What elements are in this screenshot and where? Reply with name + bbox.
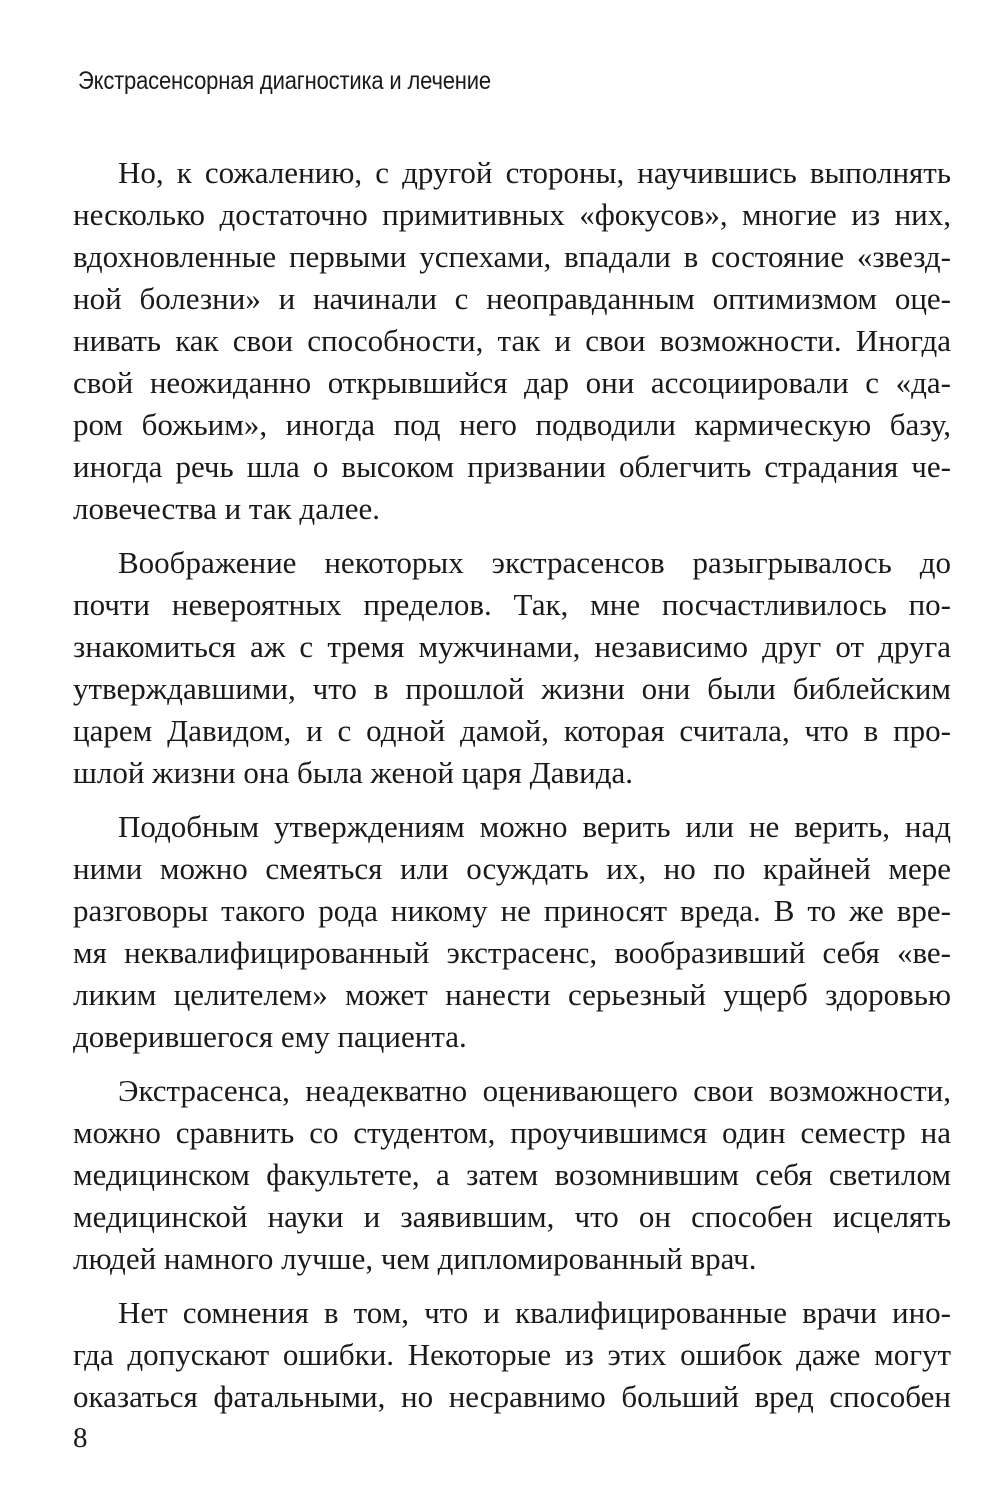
- running-head: Экстрасенсорная диагностика и лечение: [78, 67, 491, 95]
- text-line: шлой жизни она была женой царя Давида.: [73, 755, 634, 790]
- text-line: свой неожиданно открывшийся дар они ассоциировали с «да-: [73, 365, 951, 400]
- text-line: людей намного лучше, чем дипломированный врач.: [73, 1241, 757, 1276]
- text-line: нивать как свои способности, так и свои возможности. Иногда: [73, 323, 951, 358]
- text-line: мя неквалифицированный экстрасенс, вообразивший себя «ве-: [73, 935, 951, 970]
- text-line: доверившегося ему пациента.: [73, 1019, 467, 1054]
- text-line: ной болезни» и начинали с неоправданным оптимизмом оце-: [73, 281, 951, 316]
- paragraph: [73, 806, 951, 1058]
- text-line: вдохновленные первыми успехами, впадали в состояние «звезд-: [73, 239, 951, 274]
- text-line: Воображение некоторых экстрасенсов разыгрывалось до: [118, 545, 951, 580]
- text-line: Подобным утверждениям можно верить или не верить, над: [118, 809, 951, 844]
- text-line: Экстрасенса, неадекватно оценивающего свои возможности,: [118, 1073, 951, 1108]
- paragraph: [73, 152, 951, 530]
- text-line: почти невероятных пределов. Так, мне посчастливилось по-: [73, 587, 951, 622]
- text-line: медицинской науки и заявившим, что он способен исцелять: [73, 1199, 951, 1234]
- paragraph: [73, 1292, 951, 1418]
- text-line: несколько достаточно примитивных «фокусов», многие из них,: [73, 197, 951, 232]
- page-number: 8: [73, 1422, 88, 1454]
- text-line: Нет сомнения в том, что и квалифицированные врачи ино-: [118, 1295, 951, 1330]
- text-line: ловечества и так далее.: [73, 491, 380, 526]
- text-line: гда допускают ошибки. Некоторые из этих ошибок даже могут: [73, 1337, 951, 1372]
- text-line: медицинском факультете, а затем возомнившим себя светилом: [73, 1157, 951, 1192]
- text-line: царем Давидом, и с одной дамой, которая считала, что в про-: [73, 713, 951, 748]
- text-line: знакомиться аж с тремя мужчинами, независимо друг от друга: [73, 629, 951, 664]
- paragraph: [73, 1070, 951, 1280]
- text-line: оказаться фатальными, но несравнимо больший вред способен: [73, 1379, 951, 1414]
- text-line: Но, к сожалению, с другой стороны, научившись выполнять: [118, 155, 951, 190]
- text-line: ликим целителем» может нанести серьезный ущерб здоровью: [73, 977, 951, 1012]
- text-line: иногда речь шла о высоком призвании облегчить страдания че-: [73, 449, 951, 484]
- page-body: [73, 152, 951, 1418]
- text-line: разговоры такого рода никому не приносят вреда. В то же вре-: [73, 893, 951, 928]
- paragraph: [73, 542, 951, 794]
- text-line: ром божьим», иногда под него подводили кармическую базу,: [73, 407, 951, 442]
- text-line: утверждавшими, что в прошлой жизни они были библейским: [73, 671, 951, 706]
- text-line: можно сравнить со студентом, проучившимся один семестр на: [73, 1115, 951, 1150]
- text-line: ними можно смеяться или осуждать их, но по крайней мере: [73, 851, 951, 886]
